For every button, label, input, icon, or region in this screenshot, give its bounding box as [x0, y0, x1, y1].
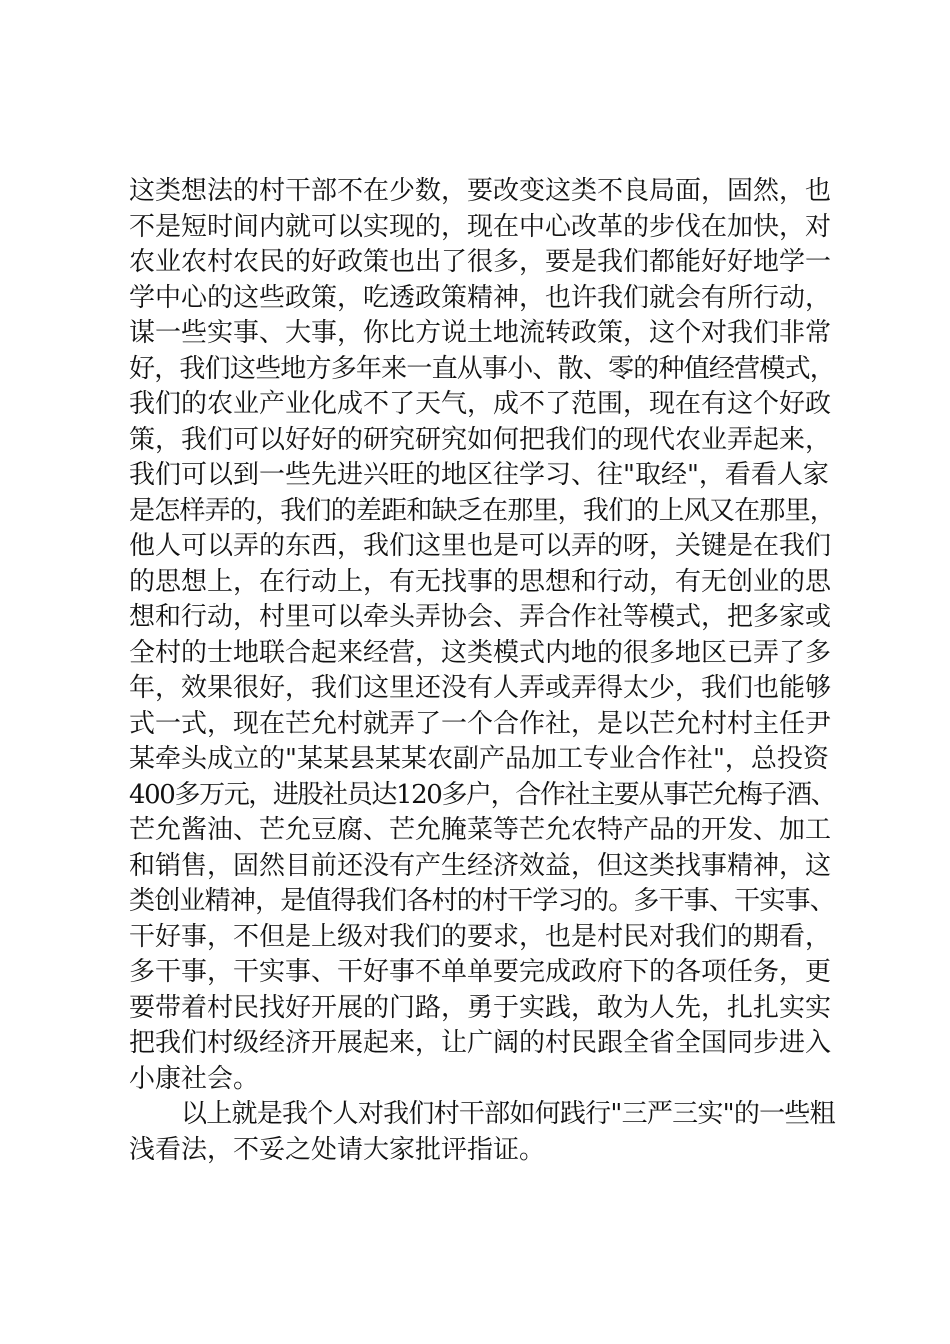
paragraph: [129, 174, 835, 1097]
text-line: 小康社会。: [129, 1063, 260, 1094]
document-body: [129, 174, 835, 1168]
text-line: 类创业精神，是值得我们各村的村干学习的。多干事、干实事、: [129, 886, 836, 916]
text-line: 年，效果很好，我们这里还没有人弄或弄得太少，我们也能够: [129, 673, 832, 703]
text-line: 400多万元，进股社员达120多户，合作社主要从事芒允梅子酒、: [129, 779, 836, 810]
text-line: 芒允酱油、芒允豆腐、芒允腌菜等芒允农特产品的开发、加工: [129, 815, 832, 845]
paragraph: [129, 1097, 835, 1168]
text-line: 要带着村民找好开展的门路，勇于实践，敢为人先，扎扎实实: [129, 992, 832, 1023]
text-line: 浅看法，不妥之处请大家批评指证。: [129, 1134, 546, 1165]
text-line: 农业农村农民的好政策也出了很多，要是我们都能好好地学一: [129, 247, 832, 277]
text-line: 某牵头成立的"某某县某某农副产品加工专业合作社"，总投资: [129, 744, 829, 774]
text-line: 多干事，干实事、干好事不单单要完成政府下的各项任务，更: [129, 957, 832, 987]
text-line: 的思想上，在行动上，有无找事的思想和行动，有无创业的思: [129, 566, 832, 597]
text-line: 这类想法的村干部不在少数，要改变这类不良局面，固然，也: [129, 176, 832, 206]
text-line: 不是短时间内就可以实现的，现在中心改革的步伐在加快，对: [129, 211, 832, 242]
text-line: 是怎样弄的，我们的差距和缺乏在那里，我们的上风又在那里，: [129, 495, 836, 526]
text-line: 我们的农业产业化成不了天气，成不了范围，现在有这个好政: [129, 389, 832, 419]
text-line: 他人可以弄的东西，我们这里也是可以弄的呀，关键是在我们: [129, 531, 832, 561]
text-line: 式一式，现在芒允村就弄了一个合作社，是以芒允村村主任尹: [129, 708, 832, 739]
text-line: 好，我们这些地方多年来一直从事小、散、零的种值经营模式，: [129, 353, 836, 384]
text-line: 全村的士地联合起来经营，这类模式内地的很多地区已弄了多: [129, 637, 832, 668]
text-line: 我们可以到一些先进兴旺的地区往学习、往"取经"，看看人家: [129, 460, 829, 490]
text-line: 把我们村级经济开展起来，让广阔的村民跟全省全国同步进入: [129, 1028, 832, 1058]
text-line: 策，我们可以好好的研究研究如何把我们的现代农业弄起来，: [129, 424, 832, 455]
text-line: 以上就是我个人对我们村干部如何践行"三严三实"的一些粗: [181, 1099, 835, 1129]
text-line: 学中心的这些政策，吃透政策精神，也许我们就会有所行动，: [129, 282, 832, 313]
text-line: 想和行动，村里可以牵头弄协会、弄合作社等模式，把多家或: [129, 602, 832, 632]
text-line: 和销售，固然目前还没有产生经济效益，但这类找事精神，这: [129, 850, 832, 881]
text-line: 谋一些实事、大事，你比方说土地流转政策，这个对我们非常: [129, 318, 832, 348]
text-line: 干好事，不但是上级对我们的要求，也是村民对我们的期看，: [129, 921, 832, 952]
